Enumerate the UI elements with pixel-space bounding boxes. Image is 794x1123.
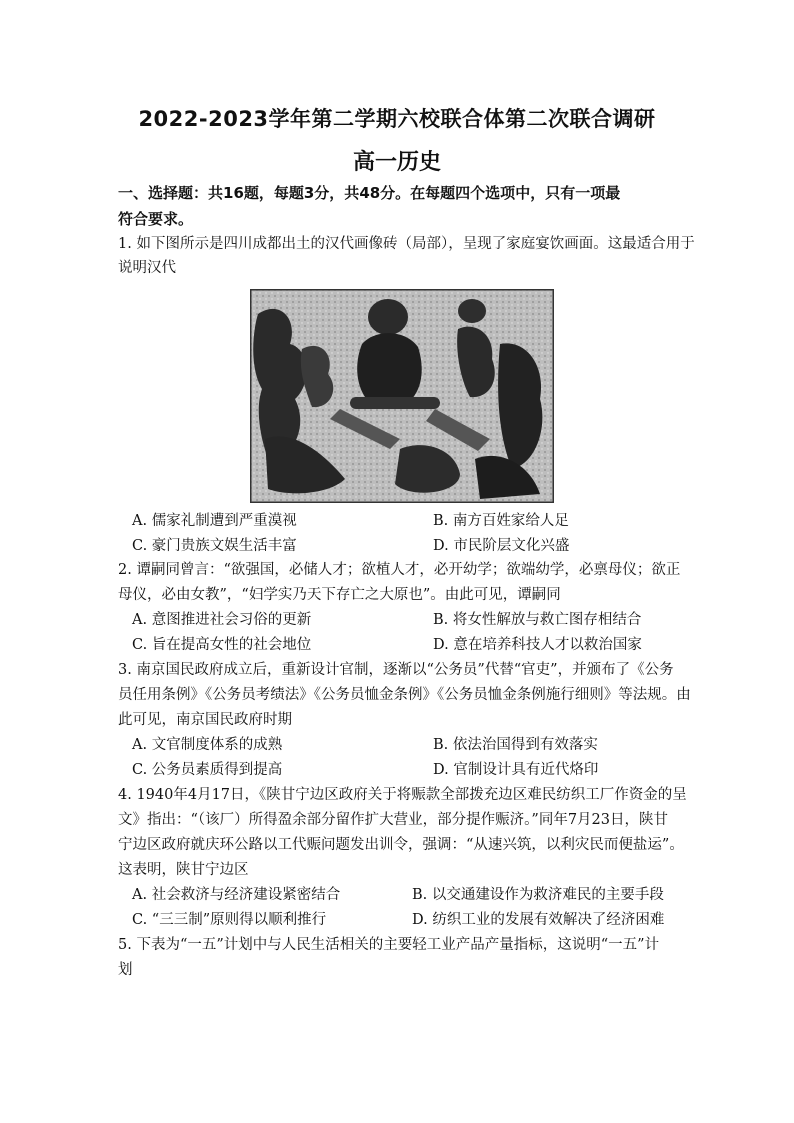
q1-stem-line2: 说明汉代 — [118, 260, 176, 276]
q5-stem-line1: 5. 下表为“一五”计划中与人民生活相关的主要轻工业产品产量指标，这说明“一五”计 — [118, 937, 660, 953]
q4-stem-line1: 4. 1940年4月17日，《陕甘宁边区政府关于将赈款全部拨充边区难民纺织工厂作资金的呈 — [118, 787, 687, 803]
q4-option-b[interactable]: B. 以交通建设作为救济难民的主要手段 — [412, 887, 664, 903]
q2-option-d[interactable]: D. 意在培养科技人才以救治国家 — [433, 637, 642, 653]
section-instruction-line2: 符合要求。 — [118, 210, 194, 228]
q2-option-c[interactable]: C. 旨在提高女性的社会地位 — [132, 637, 312, 653]
q4-option-a[interactable]: A. 社会救济与经济建设紧密结合 — [132, 887, 341, 903]
q3-option-b[interactable]: B. 依法治国得到有效落实 — [433, 737, 598, 753]
q4-stem-line4: 这表明，陕甘宁边区 — [118, 862, 249, 878]
q3-stem-line3: 此可见，南京国民政府时期 — [118, 712, 292, 728]
q1-stem-line1: 1. 如下图所示是四川成都出土的汉代画像砖（局部），呈现了家庭宴饮画面。这最适合用于 — [118, 236, 695, 252]
q4-stem-line2: 文》指出：“（该厂）所得盈余部分留作扩大营业，部分提作赈济。”同年7月23日，陕甘 — [118, 812, 668, 828]
exam-title: 2022-2023学年第二学期六校联合体第二次联合调研 — [138, 107, 656, 131]
q1-option-d[interactable]: D. 市民阶层文化兴盛 — [433, 538, 570, 554]
q2-stem-line2: 母仪，必由女教”，“妇学实乃天下存亡之大原也”。由此可见，谭嗣同 — [118, 587, 561, 603]
q3-stem-line1: 3. 南京国民政府成立后，重新设计官制，逐渐以“公务员”代替“官吏”，并颁布了《公务 — [118, 662, 674, 678]
section-instruction-line1: 一、选择题：共16题，每题3分，共48分。在每题四个选项中，只有一项最 — [118, 184, 621, 202]
q3-option-d[interactable]: D. 官制设计具有近代烙印 — [433, 762, 599, 778]
q2-option-a[interactable]: A. 意图推进社会习俗的更新 — [132, 612, 312, 628]
q5-stem-line2: 划 — [118, 962, 133, 978]
q4-option-c[interactable]: C. “三三制”原则得以顺利推行 — [132, 912, 327, 928]
subject-title: 高一历史 — [352, 150, 441, 175]
q3-option-a[interactable]: A. 文官制度体系的成熟 — [132, 737, 283, 753]
q4-stem-line3: 宁边区政府就庆环公路以工代赈问题发出训令，强调：“从速兴筑，以利灾民而便盐运”。 — [118, 837, 684, 853]
relief-brick-illustration — [250, 289, 554, 503]
q2-option-b[interactable]: B. 将女性解放与救亡图存相结合 — [433, 612, 642, 628]
q1-option-b[interactable]: B. 南方百姓家给人足 — [433, 513, 569, 529]
q2-stem-line1: 2. 谭嗣同曾言：“欲强国，必储人才；欲植人才，必开幼学；欲端幼学，必禀母仪；欲正 — [118, 562, 681, 578]
q3-option-c[interactable]: C. 公务员素质得到提高 — [132, 762, 283, 778]
han-banquet-relief-image — [250, 289, 554, 503]
q3-stem-line2: 员任用条例》《公务员考绩法》《公务员恤金条例》《公务员恤金条例施行细则》等法规。由 — [118, 687, 691, 703]
q4-option-d[interactable]: D. 纺织工业的发展有效解决了经济困难 — [412, 912, 665, 928]
q1-option-a[interactable]: A. 儒家礼制遭到严重漠视 — [132, 513, 297, 529]
q1-option-c[interactable]: C. 豪门贵族文娱生活丰富 — [132, 538, 297, 554]
